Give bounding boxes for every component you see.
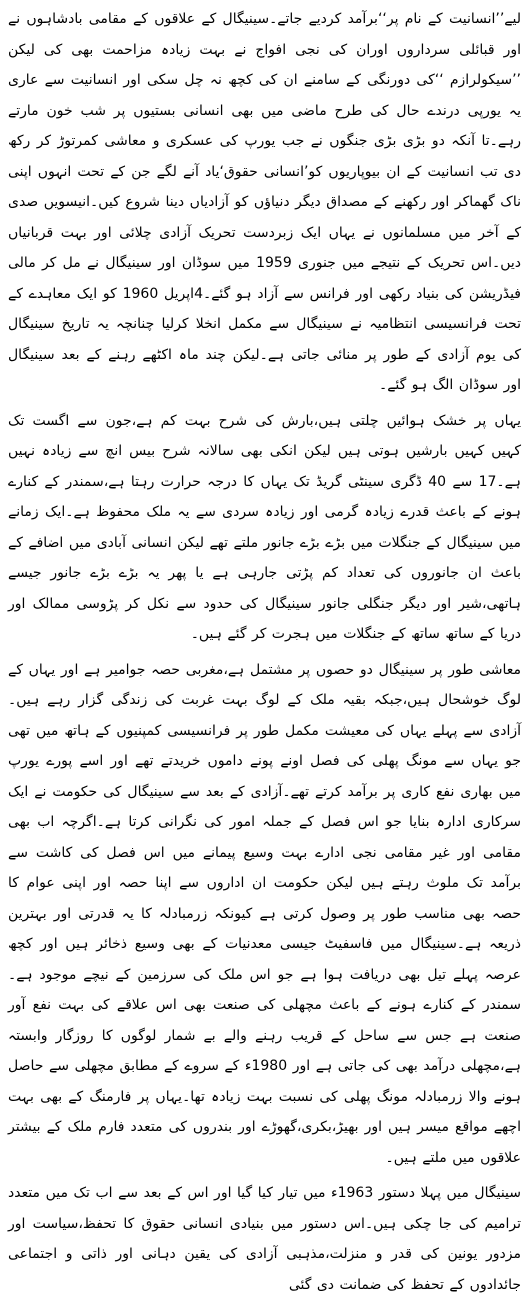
paragraph-history: لیے’’انسانیت کے نام پر‘‘برآمد کردیے جاتے۔سینیگال کے علاقوں کے مقامی بادشاہوں نے اور قبائلی سرداروں اوران کی نجی افواج نے بہت زیادہ مزاحمت بھی کی لیکن ’’سیکولرازم ‘‘کی دورنگی کے سامنے ان کی کچھ نہ چل سکی اور انسانیت سے عاری یہ یورپی درندے حال کی طرح ماضی میں بھی انسانی بستیوں پر شب خون مارتے رہے۔تا آنکہ دو بڑی بڑی جنگوں نے جب یورپ کی عسکری و معاشی کمرتوڑ کر رکھ دی تب انسانیت کے ان بیوپاریوں کو’انسانی حقوق‘یاد آنے لگے جن کے تحت انہوں اپنی ناک گھماکر اور رکھنے کے مصداق دیگر دنیاؤں کو آزادیاں دینا شروع کیں۔انیسویں صدی کے آخر میں مسلمانوں نے یہاں ایک زبردست تحریک آزادی چلائی اور بہت قربانیاں دیں۔اس تحریک کے نتیجے میں جنوری 1959 میں سوڈان اور سینیگال نے مل کر مالی فیڈریشن کی بنیاد رکھی اور فرانس سے آزاد ہو گئے۔4اپریل 1960 کو ایک معاہدے کے تحت فرانسیسی انتظامیہ نے سینیگال سے مکمل انخلا کرلیا چنانچہ یہ تاریخ سینیگال کی یوم آزادی کے طور پر منائی جاتی ہے۔لیکن چند ماہ اکٹھے رہنے کے بعد سینیگال اور سوڈان الگ ہو گئے۔ xyxy=(8,11,522,393)
paragraph-constitution: سینیگال میں پہلا دستور 1963ء میں تیار کیا گیا اور اس کے بعد سے اب تک میں متعدد ترامیم کی جا چکی ہیں۔اس دستور میں بنیادی انسانی حقوق کا تحفظ،سیاست اور مزدور یونین کی قدر و منزلت،مذہبی آزادی کی یقین دہانی اور ذاتی و اجتماعی جائدادوں کے تحفظ کی ضمانت دی گئی xyxy=(8,1185,522,1293)
paragraph-climate: یہاں پر خشک ہوائیں چلتی ہیں،بارش کی شرح بہت کم ہے،جون سے اگست تک کہیں کہیں بارشیں ہوتی ہیں لیکن انکی بھی سالانہ شرح بیس انچ سے زیادہ نہیں ہے۔17 سے 40 ڈگری سینٹی گریڈ تک یہاں کا درجہ حرارت رہتا ہے،سمندر کے کنارے ہونے کے باعث قدرے زیادہ گرمی اور زیادہ سردی سے یہ ملک محفوظ ہے۔ایک زمانے میں سینیگال کے جنگلات میں بڑے بڑے جانور ملتے تھے لیکن انسانی آبادی میں اضافے کے باعث ان جانوروں کی تعداد کم پڑتی جارہی ہے یا پھر یہ بڑے بڑے جانور جیسے ہاتھی،شیر اور دیگر جنگلی جانور سینیگال کی حدود سے نکل کر پڑوسی ممالک اور دریا کے ساتھ ساتھ کے جنگلات میں ہجرت کر گئے ہیں۔ xyxy=(8,412,521,642)
paragraph-economy: معاشی طور پر سینیگال دو حصوں پر مشتمل ہے،مغربی حصہ جوامیر ہے اور یہاں کے لوگ خوشحال ہیں،جبکہ بقیہ ملک کے لوگ بہت غربت کی زندگی گزار رہے ہیں۔آزادی سے پہلے یہاں کی معیشت مکمل طور پر فرانسیسی کمپنیوں کے ہاتھ میں تھی جو یہاں سے مونگ پھلی کی فصل اونے پونے داموں خریدتے تھے اور اسے پورے یورپ میں بھاری نفع کاری پر برآمد کرتے تھے۔آزادی کے بعد سے سینیگال کی حکومت نے ایک سرکاری ادارہ بنایا جو اس فصل کے جملہ امور کی نگرانی کرتا ہے۔اگرچہ اب بھی مقامی اور غیر مقامی نجی ادارے بہت وسیع پیمانے میں اس فصل کی کاشت سے برآمد تک ملوث رہتے ہیں لیکن حکومت ان اداروں سے اپنا حصہ اور اپنی عوام کا حصہ بھی مناسب طور پر وصول کرتی ہے کیونکہ زرمبادلہ کا یہ قدرتی اور بہترین ذریعہ ہے۔سینیگال میں فاسفیٹ جیسی معدنیات کے بھی وسیع ذخائر ہیں اور کچھ عرصہ پہلے تیل بھی دریافت ہوا ہے جو اس ملک کی سرزمین کے نیچے موجود ہے۔سمندر کے کنارے ہونے کے باعث مچھلی کی صنعت بھی اس علاقے کی بہت نفع آور صنعت ہے جس سے ساحل کے قریب رہنے والے بے شمار لوگوں کا روزگار وابستہ ہے،مچھلی درآمد بھی کی جاتی ہے اور 1980ء کے سروے کے مطابق مچھلی سے حاصل ہونے والا زرمبادلہ مونگ پھلی کی نسبت بہت زیادہ تھا۔یہاں پر فارمنگ کے بھی بہت اچھے مواقع میسر ہیں اور بھیڑ،بکری،گھوڑے اور بندروں کی متعدد فارم ملک کے بیشتر علاقوں میں ملتے ہیں۔ xyxy=(8,661,521,1166)
